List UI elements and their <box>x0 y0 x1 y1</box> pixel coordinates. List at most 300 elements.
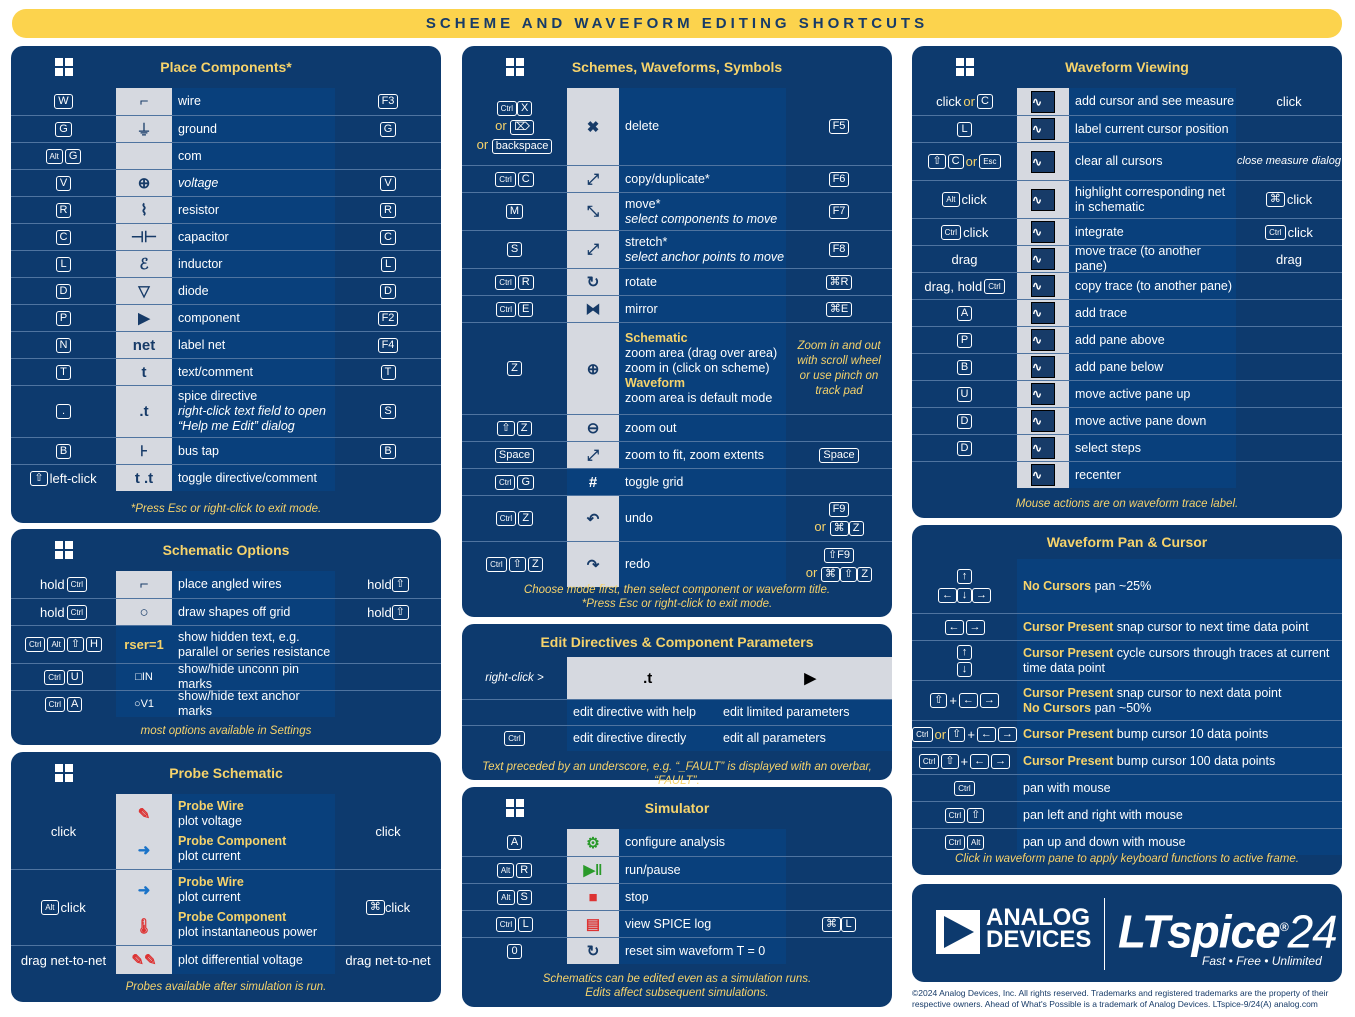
pan-desc: bump cursor 10 data points <box>1116 727 1269 741</box>
win-shortcut: Ctrl click <box>912 219 1017 245</box>
action-icon: ↷ <box>567 542 619 587</box>
edit-b: edit limited parameters <box>717 700 892 725</box>
sim-label: stop <box>619 884 786 910</box>
win-shortcut: L <box>912 116 1017 142</box>
win-shortcut: C <box>11 224 116 250</box>
edit-c: edit directive directly <box>567 726 717 751</box>
option-label: place angled wires <box>172 571 335 598</box>
waveform-row <box>912 115 1342 142</box>
waveform-label: select steps <box>1069 435 1236 461</box>
ltspice-wordmark: LTspice®24 <box>1118 905 1337 958</box>
action-icon: # <box>567 469 619 495</box>
resistor-icon: ⌇ <box>116 197 172 223</box>
waveform-icon: ∿ <box>1017 381 1069 407</box>
sim-label: configure analysis <box>619 829 786 856</box>
probe-diff-desc: plot differential voltage <box>172 946 335 974</box>
mac-shortcut: click <box>1276 94 1302 109</box>
waveform-label: clear all cursors <box>1069 143 1236 180</box>
probe-drag-mac: drag net-to-net <box>345 952 431 968</box>
pan-desc: pan with mouse <box>1023 781 1111 795</box>
pan-row <box>912 613 1342 640</box>
probe-wire-desc: plot voltage <box>178 814 242 828</box>
action-label: toggle grid <box>625 474 684 489</box>
zoom-heading: Schematic <box>625 331 688 345</box>
mac-shortcut: ⌘ L <box>786 911 892 937</box>
place-row <box>11 358 441 385</box>
place-label: resistor <box>178 202 219 217</box>
simulator-panel <box>462 787 892 1007</box>
panel-note-2: Edits affect subsequent simulations. <box>585 987 769 999</box>
waveform-icon: ∿ <box>1017 143 1069 180</box>
mac-shortcut <box>786 829 892 856</box>
waveform-label: add pane below <box>1069 354 1236 380</box>
waveform-icon: ∿ <box>1017 435 1069 461</box>
mac-shortcut: F7 <box>786 193 892 230</box>
waveform-row <box>912 218 1342 245</box>
place-label: diode <box>178 283 209 298</box>
zoom-in-icon: ⊕ <box>567 323 619 414</box>
schemes-waveforms-panel <box>462 46 892 617</box>
probe-win-click: click <box>50 824 77 839</box>
pan-row <box>912 640 1342 680</box>
mac-shortcut <box>1236 408 1342 434</box>
action-label: zoom out <box>625 420 677 435</box>
probe-icons <box>116 870 172 945</box>
waveform-row <box>912 88 1342 115</box>
edit-directives-panel <box>462 624 892 787</box>
edit-a: edit directive with help <box>567 700 717 725</box>
action-icon: ⧓ <box>567 296 619 322</box>
mac-shortcut: hold ⇧ <box>335 599 441 625</box>
mac-shortcut <box>786 415 892 441</box>
action-icon: ⤢ <box>567 442 619 468</box>
win-shortcut: Alt S <box>462 884 567 910</box>
place-row <box>11 464 441 491</box>
scheme-row <box>462 295 892 322</box>
place-label: inductor <box>178 256 223 271</box>
sim-row <box>462 829 892 856</box>
toggle-icon: t .t <box>116 465 172 491</box>
waveform-label: move active pane up <box>1069 381 1236 407</box>
win-shortcut: D <box>912 408 1017 434</box>
probe-component-label: Probe Component <box>178 910 287 924</box>
place-label: text/comment <box>178 364 254 379</box>
action-label: move* <box>625 196 661 211</box>
mac-shortcut <box>1236 273 1342 299</box>
mac-shortcut <box>335 664 441 690</box>
edit-icons <box>567 657 892 699</box>
place-row <box>11 437 441 464</box>
option-label: draw shapes off grid <box>172 599 335 625</box>
scheme-row <box>462 88 892 165</box>
differential-probe-icon: ✎✎ <box>116 946 172 974</box>
win-shortcut: ⇧ C or Esc <box>912 143 1017 180</box>
scheme-row <box>462 268 892 295</box>
key-combo: Ctrl ⇧ + ← → <box>912 748 1017 774</box>
waveform-label: add pane above <box>1069 327 1236 353</box>
component-icon: ▶ <box>116 305 172 331</box>
win-shortcut: click or C <box>912 88 1017 115</box>
mac-shortcut <box>1236 354 1342 380</box>
schematic-options-panel <box>11 529 441 745</box>
probe-component-desc: plot current <box>178 849 241 863</box>
windows-icon <box>506 58 524 76</box>
pan-desc: snap cursor to next time data point <box>1116 620 1309 634</box>
mac-shortcut: Space <box>786 442 892 468</box>
action-icon: ⊖ <box>567 415 619 441</box>
action-icon: ✖ <box>567 88 619 165</box>
adi-logo-mark <box>936 910 980 954</box>
option-row <box>11 598 441 625</box>
place-row <box>11 196 441 223</box>
option-icon: ○ <box>116 599 172 625</box>
pan-row <box>912 774 1342 801</box>
component-icon: ▶ <box>804 670 816 687</box>
key-combo: Ctrl <box>912 775 1017 801</box>
action-label: redo <box>625 557 651 571</box>
probe-current-icon: ➜ <box>137 841 151 859</box>
action-label: copy/duplicate* <box>625 171 710 186</box>
win-shortcut: N <box>11 332 116 358</box>
option-row <box>11 690 441 717</box>
mac-shortcut <box>1236 435 1342 461</box>
waveform-icon: ∿ <box>1017 219 1069 245</box>
panel-note: Probes available after simulation is run. <box>125 981 327 993</box>
mac-shortcut: L <box>335 251 441 277</box>
waveform-label: add trace <box>1069 300 1236 326</box>
sim-icon: ▤ <box>567 911 619 937</box>
mac-shortcut: C <box>335 224 441 250</box>
place-label: bus tap <box>178 443 220 458</box>
win-shortcut: hold Ctrl <box>11 599 116 625</box>
action-icon: ⤢ <box>567 231 619 268</box>
mac-shortcut: Ctrl click <box>1236 219 1342 245</box>
win-shortcut: Ctrl Z <box>462 496 567 541</box>
win-shortcut: Alt R <box>462 857 567 883</box>
place-row <box>11 385 441 437</box>
win-shortcut: Ctrl L <box>462 911 567 937</box>
win-shortcut: P <box>11 305 116 331</box>
win-shortcut: drag <box>951 251 978 267</box>
mac-shortcut <box>335 143 441 169</box>
key-combo: ← → <box>912 614 1017 640</box>
place-row <box>11 115 441 142</box>
win-shortcut: D <box>11 278 116 304</box>
panel-note: Mouse actions are on waveform trace label. <box>1015 498 1239 510</box>
windows-icon <box>55 58 73 76</box>
mac-shortcut: G <box>335 116 441 142</box>
place-label: toggle directive/comment <box>178 470 317 485</box>
waveform-label: integrate <box>1069 219 1236 245</box>
mac-shortcut <box>1236 300 1342 326</box>
directive-icon: .t <box>116 386 172 437</box>
sim-label: run/pause <box>619 857 786 883</box>
adi-word-1: ANALOG <box>986 904 1090 931</box>
option-icon: □IN <box>116 664 172 690</box>
option-icon: rser=1 <box>116 626 172 663</box>
waveform-label: copy trace (to another pane) <box>1069 273 1236 299</box>
scheme-row <box>462 541 892 587</box>
win-shortcut: L <box>11 251 116 277</box>
mac-shortcut: F8 <box>786 231 892 268</box>
panel-note: *Press Esc or right-click to exit mode. <box>130 503 322 515</box>
pan-cursor-panel <box>912 525 1342 875</box>
probe-schematic-panel <box>11 752 441 1002</box>
action-label: stretch* <box>625 234 668 249</box>
sim-icon: ▶‖ <box>567 857 619 883</box>
page-banner: SCHEME AND WAVEFORM EDITING SHORTCUTS <box>12 9 1342 38</box>
mac-shortcut: V <box>335 170 441 196</box>
option-icon: ○V1 <box>116 691 172 717</box>
ground-icon: ⏚ <box>116 116 172 142</box>
probe-current-icon: ➜ <box>137 881 151 899</box>
key-combo: Ctrl Alt <box>912 829 1017 855</box>
place-row <box>11 304 441 331</box>
blank-icon <box>116 143 172 169</box>
panel-title: Probe Schematic <box>169 765 283 781</box>
sim-icon: ↻ <box>567 938 619 964</box>
key-combo: ↑ ← ↓ → <box>912 559 1017 613</box>
mac-shortcut: close measure dialog <box>1237 155 1341 167</box>
mac-shortcut <box>786 938 892 964</box>
waveform-label: move trace (to another pane) <box>1069 246 1236 272</box>
panel-title: Edit Directives & Component Parameters <box>540 634 814 650</box>
sim-label: view SPICE log <box>619 911 786 937</box>
win-shortcut: Z <box>462 323 567 414</box>
mac-shortcut: S <box>335 386 441 437</box>
bus-tap-icon: ⊦ <box>116 438 172 464</box>
right-click-label: right-click > <box>485 671 544 684</box>
pan-state-2: No Cursors <box>1023 701 1092 715</box>
probe-icons <box>116 794 172 869</box>
place-label: com <box>178 148 202 163</box>
place-row <box>11 277 441 304</box>
win-shortcut: W <box>11 88 116 115</box>
pan-row <box>912 747 1342 774</box>
win-shortcut: B <box>912 354 1017 380</box>
pan-desc: snap cursor to next data point <box>1116 686 1282 700</box>
waveform-row <box>912 434 1342 461</box>
win-shortcut: 0 <box>462 938 567 964</box>
scheme-row <box>462 230 892 268</box>
waveform-icon: ∿ <box>1017 88 1069 115</box>
waveform-row <box>912 142 1342 180</box>
action-icon: ↶ <box>567 496 619 541</box>
thermometer-icon: 🌡 <box>134 917 154 935</box>
zoom-heading-2: Waveform <box>625 376 685 390</box>
mac-shortcut: ⌘R <box>786 269 892 295</box>
waveform-row <box>912 380 1342 407</box>
panel-note: Text preceded by an underscore, e.g. “_FAULT” is displayed with an overbar, “FAULT”. <box>482 761 872 787</box>
option-label: show/hide unconn pin marks <box>172 664 335 690</box>
waveform-row <box>912 272 1342 299</box>
win-shortcut: Ctrl U <box>11 664 116 690</box>
pan-state: No Cursors <box>1023 578 1092 593</box>
mac-shortcut: F4 <box>335 332 441 358</box>
pan-state: Cursor Present <box>1023 646 1114 660</box>
action-label: rotate <box>625 274 657 289</box>
option-row <box>11 625 441 663</box>
windows-icon <box>956 58 974 76</box>
win-shortcut: G <box>11 116 116 142</box>
probe-drag-win: drag net-to-net <box>20 952 107 968</box>
mac-shortcut <box>335 465 441 491</box>
directive-icon: .t <box>643 669 653 687</box>
waveform-row <box>912 326 1342 353</box>
place-label: label net <box>178 337 226 352</box>
waveform-row <box>912 353 1342 380</box>
sim-icon: ■ <box>567 884 619 910</box>
probe-component-desc: plot instantaneous power <box>178 925 317 939</box>
mac-shortcut: ⌘ click <box>1236 181 1342 218</box>
panel-title: Waveform Viewing <box>1065 59 1189 75</box>
win-shortcut: Ctrl C <box>462 166 567 192</box>
waveform-viewing-panel <box>912 46 1342 518</box>
mac-shortcut <box>335 691 441 717</box>
mac-shortcut: drag <box>1275 251 1303 267</box>
place-label: capacitor <box>178 229 229 244</box>
waveform-icon: ∿ <box>1017 181 1069 218</box>
pan-desc: bump cursor 100 data points <box>1116 754 1276 768</box>
win-shortcut: drag, hold Ctrl <box>912 273 1017 299</box>
win-shortcut: Space <box>462 442 567 468</box>
panel-note: most options available in Settings <box>140 725 312 737</box>
inductor-icon: ℰ <box>116 251 172 277</box>
pan-desc-2: pan ~50% <box>1094 701 1152 715</box>
pan-row <box>912 801 1342 828</box>
option-row <box>11 663 441 690</box>
scheme-row <box>462 441 892 468</box>
capacitor-icon: ⊣⊢ <box>116 224 172 250</box>
place-label: ground <box>178 121 217 136</box>
mac-shortcut: F3 <box>335 88 441 115</box>
probe-mac-click: click <box>375 824 401 839</box>
waveform-icon: ∿ <box>1017 354 1069 380</box>
windows-icon <box>55 541 73 559</box>
action-label: undo <box>625 511 653 525</box>
pan-row <box>912 720 1342 747</box>
place-row <box>11 223 441 250</box>
place-sublabel: right-click text field to open “Help me Edit” dialog <box>178 404 326 433</box>
waveform-icon: ∿ <box>1017 246 1069 272</box>
mac-shortcut: F9 or ⌘ Z <box>786 496 892 541</box>
place-row <box>11 88 441 115</box>
waveform-row <box>912 407 1342 434</box>
text-icon: t <box>116 359 172 385</box>
sim-row <box>462 856 892 883</box>
win-shortcut: Ctrl X or ⌦ or backspace <box>462 88 567 165</box>
sim-label: reset sim waveform T = 0 <box>619 938 786 964</box>
zoom-note: Zoom in and out with scroll wheel or use pinch on track pad <box>797 339 881 397</box>
waveform-icon: ∿ <box>1017 327 1069 353</box>
scheme-row <box>462 468 892 495</box>
place-components-panel <box>11 46 441 523</box>
place-row <box>11 250 441 277</box>
pan-desc: cycle cursors through traces at current time data point <box>1023 646 1330 675</box>
probe-component-label: Probe Component <box>178 834 287 848</box>
panel-title: Waveform Pan & Cursor <box>1046 534 1208 550</box>
wire-icon: ⌐ <box>116 88 172 115</box>
win-shortcut: . <box>11 386 116 437</box>
waveform-row <box>912 299 1342 326</box>
win-shortcut: T <box>11 359 116 385</box>
action-icon: ⤡ <box>567 193 619 230</box>
option-icon: ⌐ <box>116 571 172 598</box>
ltspice-tagline: Fast • Free • Unlimited <box>1202 954 1322 968</box>
pan-row <box>912 680 1342 720</box>
win-shortcut: Ctrl ⇧ Z <box>462 542 567 587</box>
sim-icon: ⚙ <box>567 829 619 856</box>
win-shortcut: Ctrl A <box>11 691 116 717</box>
win-shortcut: B <box>11 438 116 464</box>
waveform-label: move active pane down <box>1069 408 1236 434</box>
mac-shortcut: ⇧F9 or ⌘ ⇧ Z <box>786 542 892 587</box>
place-row <box>11 169 441 196</box>
win-shortcut: Alt click <box>912 181 1017 218</box>
probe-alt-click: Alt click <box>11 870 116 945</box>
key-combo: Ctrl or ⇧ + ← → <box>912 721 1017 747</box>
waveform-icon: ∿ <box>1017 408 1069 434</box>
win-shortcut: Ctrl G <box>462 469 567 495</box>
pan-desc: pan ~25% <box>1094 578 1152 593</box>
win-shortcut: U <box>912 381 1017 407</box>
place-row <box>11 331 441 358</box>
key-combo: ⇧ + ← → <box>912 681 1017 720</box>
win-shortcut: M <box>462 193 567 230</box>
mac-shortcut <box>786 884 892 910</box>
action-sublabel: select anchor points to move <box>625 249 785 264</box>
waveform-icon: ∿ <box>1017 300 1069 326</box>
option-label: show hidden text, e.g. parallel or series resistance <box>172 626 335 663</box>
edit-d: edit all parameters <box>717 726 892 751</box>
panel-title: Place Components* <box>160 59 292 75</box>
key-combo: Ctrl ⇧ <box>912 802 1017 828</box>
pan-row <box>912 828 1342 855</box>
mac-shortcut <box>1236 116 1342 142</box>
probe-mac-cmd-click: ⌘ click <box>335 870 441 945</box>
windows-icon <box>506 799 524 817</box>
waveform-label: recenter <box>1069 462 1236 488</box>
win-shortcut: ⇧ left-click <box>11 465 116 491</box>
option-label: show/hide text anchor marks <box>172 691 335 717</box>
mac-shortcut: hold ⇧ <box>335 571 441 598</box>
win-shortcut: D <box>912 435 1017 461</box>
scheme-row <box>462 192 892 230</box>
edit-ctrl-key: Ctrl <box>462 726 567 751</box>
mac-shortcut: R <box>335 197 441 223</box>
win-shortcut: A <box>462 829 567 856</box>
win-shortcut: S <box>462 231 567 268</box>
win-shortcut: A <box>912 300 1017 326</box>
panel-note: Click in waveform pane to apply keyboard functions to active frame. <box>955 853 1299 865</box>
pan-state: Cursor Present <box>1023 727 1114 741</box>
copyright: ©2024 Analog Devices, Inc. All rights reserved. Trademarks and registered trademarks are the property of their respective owners. Ahead of What's Possible is a trademark of Analog Devices. LTspice-9/24(A) analog.com <box>912 988 1329 1009</box>
win-shortcut: R <box>11 197 116 223</box>
label-net-icon: net <box>116 332 172 358</box>
probe-wire-label: Probe Wire <box>178 875 244 889</box>
sim-row <box>462 883 892 910</box>
action-label: zoom to fit, zoom extents <box>625 447 764 462</box>
mac-shortcut <box>1236 381 1342 407</box>
mac-shortcut <box>335 626 441 663</box>
mac-shortcut <box>786 857 892 883</box>
panel-title: Schematic Options <box>162 542 290 558</box>
windows-icon <box>55 764 73 782</box>
waveform-icon: ∿ <box>1017 273 1069 299</box>
win-shortcut <box>912 462 1017 488</box>
action-sublabel: select components to move <box>625 211 778 226</box>
scheme-row <box>462 414 892 441</box>
